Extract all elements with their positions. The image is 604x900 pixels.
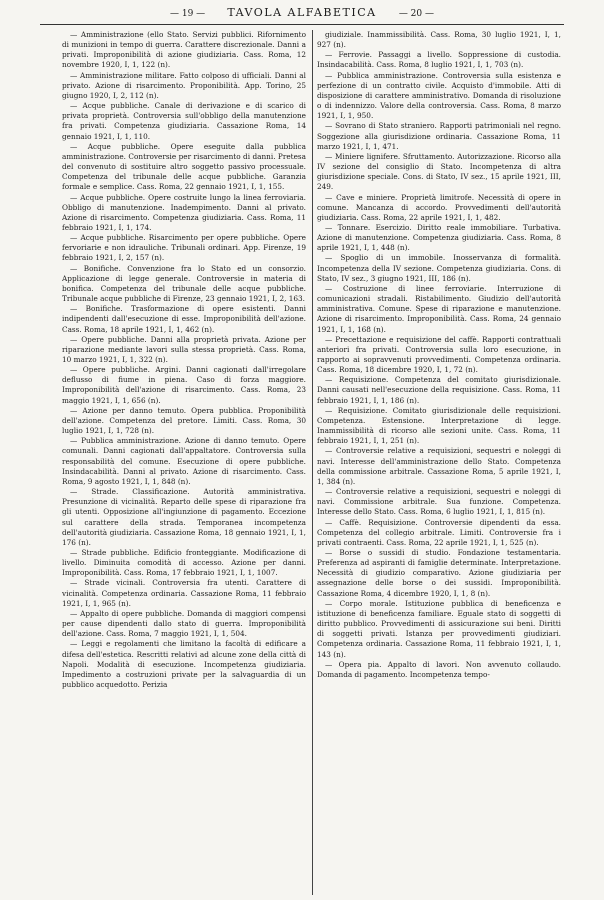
index-entry: — Amministrazione (ello Stato. Servizi pubblici. Rifornimento di munizioni in tempo di guerra. Carattere discrezionale. Danni a privati. Improponibilità di azione giudiziaria. Cass. Roma, 12 novembre 1920, I, 1, 122 (n). bbox=[62, 30, 306, 70]
index-entry: — Pubblica amministrazione. Controversia sulla esistenza e perfezione di un contratto civile. Acquisto d'immobile. Atti di disposizione di carattere amministrativo. Domanda di risoluzione o di indennizzo. Valore della controversia. Cass. Roma, 8 marzo 1921, I, 1, 950. bbox=[317, 70, 561, 121]
index-entry: — Opere pubbliche. Argini. Danni cagionati dall'irregolare deflusso di fiume in piena. Caso di forza maggiore. Improponibilità dell'azione di risarcimento. Cass. Roma, 23 maggio 1921, I, 1, 656 (n). bbox=[62, 365, 306, 405]
left-column bbox=[62, 30, 306, 895]
index-entry: — Bonifiche. Trasformazione di opere esistenti. Danni indipendenti dall'esecuzione di esse. Improponibilità dell'azione. Cass. Roma, 18 aprile 1921, I, 1, 462 (n). bbox=[62, 304, 306, 334]
index-entry: — Azione per danno temuto. Opera pubblica. Proponibilità dell'azione. Competenza del pretore. Limiti. Cass. Roma, 30 luglio 1921, I, 1, 728 (n). bbox=[62, 405, 306, 436]
index-entry: — Costruzione di linee ferroviarie. Interruzione di comunicazioni stradali. Ristabilimento. Giudizio dell'autorità amministrativa. Comune. Spese di riparazione e manutenzione. Azione di risarcimento. Improponibilità. Cass. Roma, 24 gennaio 1921, I, 1, 168 (n). bbox=[317, 283, 561, 334]
index-entry: — Acque pubbliche. Opere eseguite dalla pubblica amministrazione. Controversie per risarcimento di danni. Pretesa del convenuto di sostituire altro soggetto passivo processuale. Competenza del tribunale delle acque pubbliche. Garanzia formale e semplice. Cass. Roma, 22 gennaio 1921, I, 1, 155. bbox=[62, 141, 306, 192]
index-entry: — Controversie relative a requisizioni, sequestri e noleggi di navi. Commissione arbitrale. Sua funzione. Competenza. Interesse dello Stato. Cass. Roma, 6 luglio 1921, I, 1, 815 (n). bbox=[317, 487, 561, 517]
index-entry: — Opere pubbliche. Danni alla proprietà privata. Azione per riparazione mediante lavori sulla stessa proprietà. Cass. Roma, 10 marzo 1921, I, 1, 322 (n). bbox=[62, 334, 306, 364]
index-entry: — Sovrano di Stato straniero. Rapporti patrimoniali nel regno. Soggezione alla giurisdizione ordinaria. Cassazione Roma, 11 marzo 1921, I, 1, 471. bbox=[317, 121, 561, 151]
index-entry: — Borse o sussidi di studio. Fondazione testamentaria. Preferenza ad aspiranti di famiglie determinate. Interpretazione. Necessità di giudizio comparativo. Azione giudiziaria per assegnazione delle borse o dei sussidi. Improponibilità. Cassazione Roma, 4 dicembre 1920, I, 1, 8 (n). bbox=[317, 547, 561, 598]
index-entry: — Requisizione. Competenza del comitato giurisdizionale. Danni causati nell'esecuzione della requisizione. Cass. Roma, 11 febbraio 1921, I, 1, 186 (n). bbox=[317, 375, 561, 405]
index-entry: — Pubblica amministrazione. Azione di danno temuto. Opere comunali. Danni cagionati dall'appaltatore. Controversia sulla responsabilità del comune. Esecuzione di opere pubbliche. Insindacabilità. Danni al privato. Azione di risarcimento. Cass. Roma, 9 agosto 1921, I, 1, 848 (n). bbox=[62, 436, 306, 486]
index-entry: — Requisizione. Comitato giurisdizionale delle requisizioni. Competenza. Estensione. Interpretazione di legge. Inammissibilità di ricorso alle sezioni unite. Cass. Roma, 11 febbraio 1921, I, 1, 251 (n). bbox=[317, 405, 561, 446]
index-entry: — Acque pubbliche. Risarcimento per opere pubbliche. Opere fervoriarie e non idrauliche. Tribunali ordinari. App. Firenze, 19 febbraio 1921, I, 2, 157 (n). bbox=[62, 233, 306, 263]
index-entry: — Bonifiche. Convenzione fra lo Stato ed un consorzio. Applicazione di legge generale. Controversie in materia di bonifica. Competenza del tribunale delle acque pubbliche. Tribunale acque pubbliche di Firenze, 23 gennaio 1921, I, 2, 163. bbox=[62, 263, 306, 304]
index-entry: — Ferrovie. Passaggi a livello. Soppressione di custodia. Insindacabilità. Cass. Roma, 8 luglio 1921, I, 1, 703 (n). bbox=[317, 50, 561, 70]
page-number-right: — 20 — bbox=[398, 9, 434, 19]
page-number-left: — 19 — bbox=[170, 9, 206, 19]
index-entry: — Caffè. Requisizione. Controversie dipendenti da essa. Competenza del collegio arbitrale. Limiti. Controversie fra i privati contraenti. Cass. Roma, 22 aprile 1921, I, 1, 525 (n). bbox=[317, 517, 561, 547]
index-entry: giudiziale. Inammissibilità. Cass. Roma, 30 luglio 1921, I, 1, 927 (n). bbox=[317, 30, 561, 50]
index-entry: — Miniere lignifere. Sfruttamento. Autorizzazione. Ricorso alla IV sezione del consiglio di Stato. Incompetenza di altra giurisdizione speciale. Cons. di Stato, IV sez., 15 aprile 1921, III, 249. bbox=[317, 151, 561, 192]
index-entry: — Amministrazione militare. Fatto colposo di ufficiali. Danni al privato. Azione di risarcimento. Proponibilità. App. Torino, 25 giugno 1920, I, 2, 112 (n). bbox=[62, 70, 306, 100]
index-entry: — Tonnare. Esercizio. Diritto reale immobiliare. Turbativa. Azione di manutenzione. Competenza giudiziaria. Cass. Roma, 8 aprile 1921, I, 1, 448 (n). bbox=[317, 222, 561, 253]
index-entry: — Acque pubbliche. Opere costruite lungo la linea ferroviaria. Obbligo di manutenzione. Inadempimento. Danni al privato. Azione di risarcimento. Competenza giudiziaria. Cass. Roma, 11 febbraio 1921, I, 1, 174. bbox=[62, 192, 306, 232]
page-header bbox=[40, 6, 564, 22]
running-title: TAVOLA ALFABETICA bbox=[227, 6, 377, 19]
index-entry: — Strade. Classificazione. Autorità amministrativa. Presunzione di vicinalità. Reparto delle spese di riparazione fra gli utenti. Opposizione all'ingiunzione di pagamento. Eccezione sul carattere della strada. Temporanea incompetenza dell'autorità giudiziaria. Cassazione Roma, 18 gennaio 1921, I, 1, 176 (n). bbox=[62, 487, 306, 547]
index-entry: — Leggi e regolamenti che limitano la facoltà di edificare a difesa dell'estetica. Rescritti relativi ad alcune zone della città di Napoli. Modalità di esecuzione. Incompetenza giudiziaria. Impedimento a costruzioni private per la salvaguardia di un pubblico acquedotto. Perizia bbox=[62, 639, 306, 689]
index-entry: — Spoglio di un immobile. Inosservanza di formalità. Incompetenza della IV sezione. Competenza giudiziaria. Cons. di Stato, IV sez., 3 giugno 1921, III, 186 (n). bbox=[317, 253, 561, 283]
index-entry: — Opera pia. Appalto di lavori. Non avvenuto collaudo. Domanda di pagamento. Incompetenza tempo- bbox=[317, 659, 561, 679]
index-entry: — Acque pubbliche. Canale di derivazione e di scarico di privata proprietà. Controversia sull'obbligo della manutenzione fra privati. Competenza giudiziaria. Cassazione Roma, 14 gennaio 1921, I, 1, 110. bbox=[62, 101, 306, 141]
index-entry: — Cave e miniere. Proprietà limitrofe. Necessità di opere in comune. Mancanza di accordo. Provvedimenti dell'autorità giudiziaria. Cass. Roma, 22 aprile 1921, I, 1, 482. bbox=[317, 192, 561, 222]
index-entry: — Precettazione e requisizione del caffè. Rapporti contrattuali anteriori fra privati. Controversia sulla loro esecuzione, in rapporto ai sopravvenuti provvedimenti. Competenza ordinaria. Cass. Roma, 18 dicembre 1920, I, 1, 72 (n). bbox=[317, 334, 561, 375]
header-rule bbox=[40, 24, 564, 25]
index-entry: — Controversie relative a requisizioni, sequestri e noleggi di navi. Interesse dell'amministrazione dello Stato. Competenza della commissione arbitrale. Cassazione Roma, 5 aprile 1921, I, 1, 384 (n). bbox=[317, 446, 561, 486]
index-entry: — Corpo morale. Istituzione pubblica di beneficenza e istituzione di beneficenza familiare. Eguale stato di soggetti di diritto pubblico. Provvedimenti di assicurazione sui beni. Diritti di soggetti privati. Istanza per provvedimenti giudiziari. Competenza ordinaria. Cassazione Roma, 11 febbraio 1921, I, 1, 143 (n). bbox=[317, 598, 561, 659]
index-entry: — Appalto di opere pubbliche. Domanda di maggiori compensi per cause dipendenti dallo stato di guerra. Improponibilità dell'azione. Cass. Roma, 7 maggio 1921, I, 1, 504. bbox=[62, 608, 306, 639]
index-entry: — Strade pubbliche. Edificio fronteggiante. Modificazione di livello. Diminuita comodità di accesso. Azione per danni. Improponibilità. Cass. Roma, 17 febbraio 1921, I, 1, 1007. bbox=[62, 547, 306, 578]
right-column bbox=[312, 30, 561, 895]
index-entry: — Strade vicinali. Controversia fra utenti. Carattere di vicinalità. Competenza ordinaria. Cassazione Roma, 11 febbraio 1921, I, 1, 965 (n). bbox=[62, 578, 306, 608]
